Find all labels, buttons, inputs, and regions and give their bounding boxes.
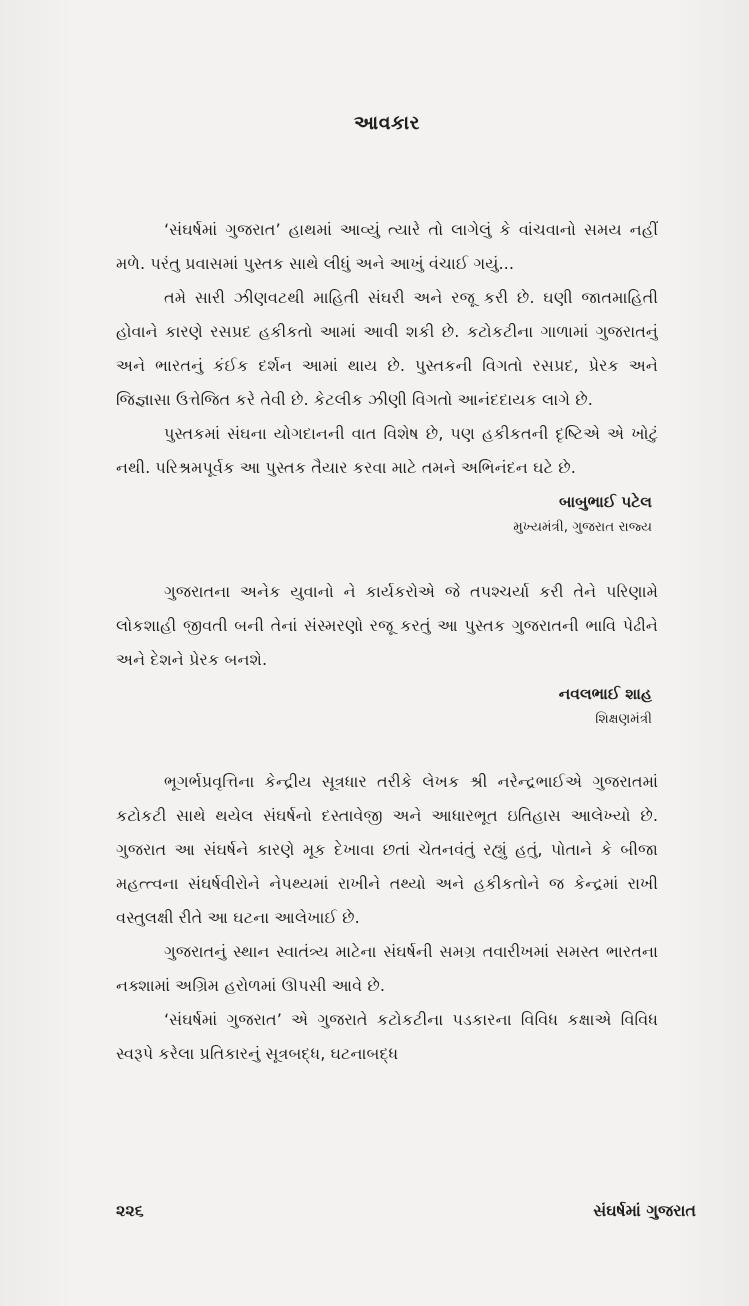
paragraph-1: ‘સંઘર્ષમાં ગુજરાત’ હાથમાં આવ્યું ત્યારે તો લાગેલું કે વાંચવાનો સમય નહીં મળે. પરંતુ પ્રવાસમાં પુસ્તક સાથે લીધું અને આખું વંચાઈ ગયું... (116, 220, 658, 273)
section-gap (116, 731, 658, 765)
signature-title: શિક્ષણમંત્રી (595, 711, 652, 727)
message-unsigned (116, 765, 658, 1071)
signature-name: નવલભાઈ શાહ (558, 685, 652, 703)
signature-name: બાબુભાઈ પટેલ (558, 493, 652, 511)
message-navalbhai-shah (116, 575, 658, 731)
paragraph-5: ભૂગર્ભપ્રવૃત્તિના કેન્દ્રીય સૂત્રધાર તરીકે લેખક શ્રી નરેન્દ્રભાઈએ ગુજરાતમાં કટોકટી સાથે થયેલ સંઘર્ષનો દસ્તાવેજી અને આધારભૂત ઇતિહાસ આલેખ્યો છે. ગુજરાત આ સંઘર્ષને કારણે મૂક દેખાવા છતાં ચેતનવંતું રહ્યું હતું, પોતાને કે બીજા મહત્ત્વના સંઘર્ષવીરોને નેપથ્યમાં રાખીને તથ્યો અને હકીકતોને જ કેન્દ્રમાં રાખી વસ્તુલક્ષી રીતે આ ઘટના આલેખાઈ છે. (116, 772, 658, 927)
signature-title: મુખ્યમંત્રી, ગુજરાત રાજ્ય (513, 519, 652, 535)
page-title: આવકાર (354, 112, 420, 134)
message-babubhai-patel (116, 213, 658, 539)
paragraph-2: તમે સારી ઝીણવટથી માહિતી સંઘરી અને રજૂ કરી છે. ઘણી જાતમાહિતી હોવાને કારણે રસપ્રદ હકીકતો આમાં આવી શકી છે. કટોકટીના ગાળામાં ગુજરાતનું અને ભારતનું કંઈક દર્શન આમાં થાય છે. પુસ્તકની વિગતો રસપ્રદ, પ્રેરક અને જિજ્ઞાસા ઉત્તેજિત કરે તેવી છે. કેટલીક ઝીણી વિગતો આનંદદાયક લાગે છે. (116, 288, 658, 409)
page-number: ૨૨૬ (116, 1201, 144, 1220)
paragraph-3: પુસ્તકમાં સંઘના યોગદાનની વાત વિશેષ છે, પણ હકીકતની દૃષ્ટિએ એ ખોટું નથી. પરિશ્રમપૂર્વક આ પુસ્તક તૈયાર કરવા માટે તમને અભિનંદન ઘટે છે. (116, 424, 658, 477)
section-gap (116, 539, 658, 575)
paragraph-7: ‘સંઘર્ષમાં ગુજરાત’ એ ગુજરાતે કટોકટીના પડકારના વિવિધ કક્ષાએ વિવિધ સ્વરૂપે કરેલા પ્રતિકારનું સૂત્રબદ્ધ, ઘટનાબદ્ધ (116, 1010, 658, 1063)
paragraph-4: ગુજરાતના અનેક યુવાનો ને કાર્યકરોએ જે તપશ્ચર્યા કરી તેને પરિણામે લોકશાહી જીવતી બની તેનાં સંસ્મરણો રજૂ કરતું આ પુસ્તક ગુજરાતની ભાવિ પેઢીને અને દેશને પ્રેરક બનશે. (116, 582, 658, 669)
running-book-title: સંઘર્ષમાં ગુજરાત (593, 1201, 696, 1220)
page-footer (116, 1196, 696, 1226)
page-content (116, 104, 658, 1174)
paragraph-6: ગુજરાતનું સ્થાન સ્વાતંત્ર્ય માટેના સંઘર્ષની સમગ્ર તવારીખમાં સમસ્ત ભારતના નક્શામાં અગ્રિમ હરોળમાં ઊપસી આવે છે. (116, 942, 658, 995)
